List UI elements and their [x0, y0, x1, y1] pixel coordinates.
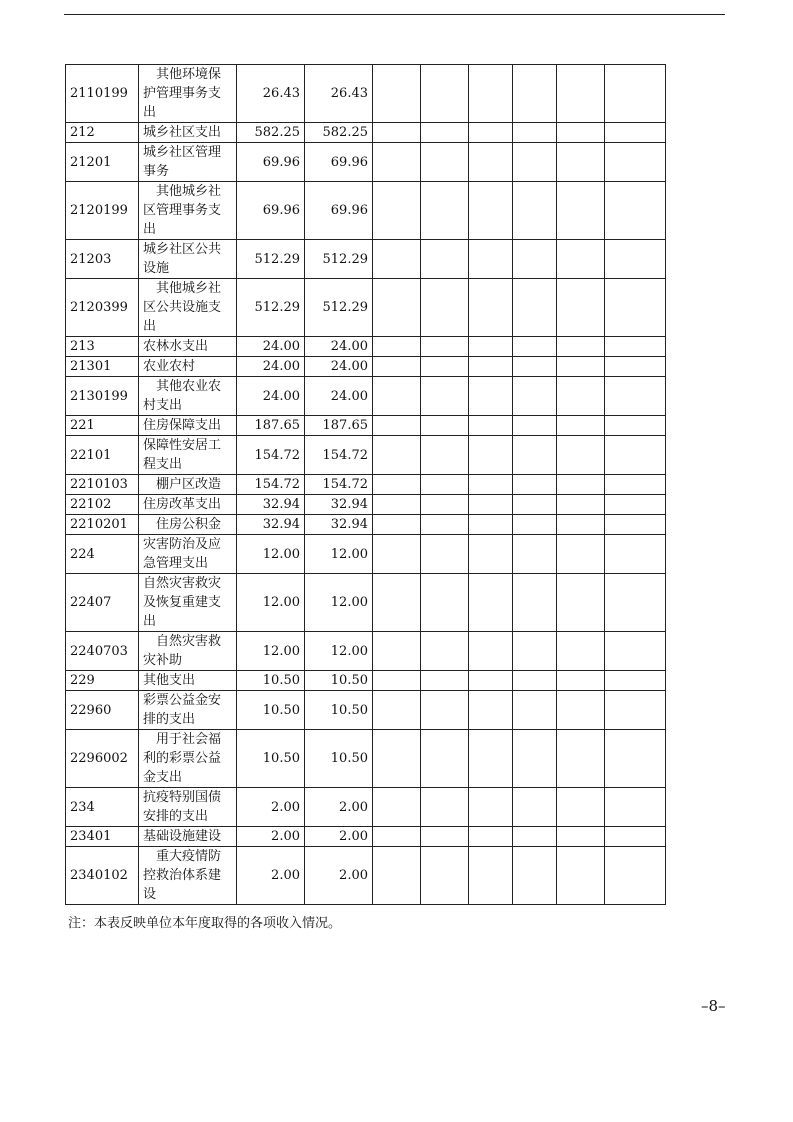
subject-code-cell: 2240703: [66, 632, 139, 671]
empty-cell: [605, 436, 666, 475]
empty-cell: [469, 730, 513, 788]
total-amount-cell: 69.96: [237, 182, 305, 240]
budget-amount-cell: 10.50: [305, 671, 373, 691]
empty-cell: [557, 475, 605, 495]
table-row: [66, 574, 666, 632]
empty-cell: [421, 691, 469, 730]
empty-cell: [513, 475, 557, 495]
subject-name-cell: 基础设施建设: [139, 827, 237, 847]
subject-name-cell: 保障性安居工程支出: [139, 436, 237, 475]
empty-cell: [557, 847, 605, 905]
subject-code-cell: 22102: [66, 495, 139, 515]
total-amount-cell: 154.72: [237, 475, 305, 495]
table-row: [66, 337, 666, 357]
budget-amount-cell: 69.96: [305, 182, 373, 240]
empty-cell: [373, 632, 421, 671]
subject-name-cell: 彩票公益金安排的支出: [139, 691, 237, 730]
empty-cell: [421, 240, 469, 279]
empty-cell: [513, 730, 557, 788]
total-amount-cell: 26.43: [237, 65, 305, 123]
budget-amount-cell: 69.96: [305, 143, 373, 182]
empty-cell: [513, 143, 557, 182]
table-row: [66, 847, 666, 905]
empty-cell: [513, 535, 557, 574]
empty-cell: [513, 847, 557, 905]
empty-cell: [469, 337, 513, 357]
empty-cell: [373, 691, 421, 730]
total-amount-cell: 24.00: [237, 377, 305, 416]
empty-cell: [421, 436, 469, 475]
total-amount-cell: 12.00: [237, 535, 305, 574]
budget-amount-cell: 12.00: [305, 574, 373, 632]
empty-cell: [469, 535, 513, 574]
subject-code-cell: 213: [66, 337, 139, 357]
table-row: [66, 143, 666, 182]
empty-cell: [513, 357, 557, 377]
empty-cell: [513, 123, 557, 143]
empty-cell: [373, 357, 421, 377]
empty-cell: [421, 515, 469, 535]
empty-cell: [513, 515, 557, 535]
empty-cell: [373, 847, 421, 905]
empty-cell: [469, 827, 513, 847]
budget-amount-cell: 10.50: [305, 691, 373, 730]
empty-cell: [557, 671, 605, 691]
empty-cell: [421, 123, 469, 143]
subject-code-cell: 22407: [66, 574, 139, 632]
subject-code-cell: 21203: [66, 240, 139, 279]
empty-cell: [469, 436, 513, 475]
budget-amount-cell: 582.25: [305, 123, 373, 143]
empty-cell: [373, 574, 421, 632]
empty-cell: [469, 847, 513, 905]
empty-cell: [513, 574, 557, 632]
table-row: [66, 535, 666, 574]
empty-cell: [469, 495, 513, 515]
subject-name-cell: 其他农业农村支出: [139, 377, 237, 416]
empty-cell: [557, 827, 605, 847]
table-row: [66, 788, 666, 827]
empty-cell: [421, 495, 469, 515]
table-row: [66, 691, 666, 730]
empty-cell: [421, 377, 469, 416]
budget-amount-cell: 24.00: [305, 377, 373, 416]
empty-cell: [605, 240, 666, 279]
budget-amount-cell: 2.00: [305, 827, 373, 847]
empty-cell: [421, 357, 469, 377]
empty-cell: [469, 691, 513, 730]
empty-cell: [421, 65, 469, 123]
empty-cell: [421, 143, 469, 182]
empty-cell: [421, 574, 469, 632]
subject-code-cell: 2340102: [66, 847, 139, 905]
empty-cell: [469, 632, 513, 671]
empty-cell: [373, 495, 421, 515]
budget-amount-cell: 512.29: [305, 240, 373, 279]
subject-code-cell: 2120399: [66, 279, 139, 337]
empty-cell: [469, 515, 513, 535]
empty-cell: [605, 495, 666, 515]
empty-cell: [557, 632, 605, 671]
total-amount-cell: 2.00: [237, 847, 305, 905]
empty-cell: [513, 279, 557, 337]
empty-cell: [469, 123, 513, 143]
empty-cell: [513, 691, 557, 730]
table-row: [66, 671, 666, 691]
empty-cell: [557, 377, 605, 416]
budget-amount-cell: 12.00: [305, 632, 373, 671]
total-amount-cell: 24.00: [237, 337, 305, 357]
empty-cell: [557, 337, 605, 357]
empty-cell: [421, 788, 469, 827]
budget-amount-cell: 10.50: [305, 730, 373, 788]
empty-cell: [373, 337, 421, 357]
empty-cell: [513, 416, 557, 436]
empty-cell: [373, 788, 421, 827]
empty-cell: [513, 827, 557, 847]
subject-name-cell: 棚户区改造: [139, 475, 237, 495]
empty-cell: [557, 574, 605, 632]
empty-cell: [421, 671, 469, 691]
empty-cell: [373, 182, 421, 240]
empty-cell: [513, 495, 557, 515]
empty-cell: [605, 143, 666, 182]
empty-cell: [373, 535, 421, 574]
subject-name-cell: 农林水支出: [139, 337, 237, 357]
total-amount-cell: 32.94: [237, 495, 305, 515]
empty-cell: [605, 632, 666, 671]
budget-amount-cell: 512.29: [305, 279, 373, 337]
empty-cell: [605, 65, 666, 123]
empty-cell: [469, 574, 513, 632]
subject-code-cell: 22960: [66, 691, 139, 730]
empty-cell: [557, 357, 605, 377]
total-amount-cell: 24.00: [237, 357, 305, 377]
total-amount-cell: 154.72: [237, 436, 305, 475]
empty-cell: [557, 143, 605, 182]
empty-cell: [421, 416, 469, 436]
table-row: [66, 515, 666, 535]
total-amount-cell: 69.96: [237, 143, 305, 182]
empty-cell: [605, 123, 666, 143]
empty-cell: [557, 436, 605, 475]
table-row: [66, 416, 666, 436]
empty-cell: [469, 240, 513, 279]
subject-code-cell: 21301: [66, 357, 139, 377]
empty-cell: [373, 436, 421, 475]
total-amount-cell: 2.00: [237, 827, 305, 847]
table-row: [66, 65, 666, 123]
empty-cell: [421, 475, 469, 495]
table-row: [66, 279, 666, 337]
empty-cell: [373, 377, 421, 416]
budget-amount-cell: 187.65: [305, 416, 373, 436]
empty-cell: [513, 671, 557, 691]
subject-name-cell: 其他城乡社区管理事务支出: [139, 182, 237, 240]
subject-name-cell: 城乡社区公共设施: [139, 240, 237, 279]
empty-cell: [557, 123, 605, 143]
table-row: [66, 730, 666, 788]
budget-amount-cell: 2.00: [305, 788, 373, 827]
budget-amount-cell: 2.00: [305, 847, 373, 905]
subject-name-cell: 自然灾害救灾补助: [139, 632, 237, 671]
subject-name-cell: 其他城乡社区公共设施支出: [139, 279, 237, 337]
empty-cell: [605, 475, 666, 495]
table-row: [66, 377, 666, 416]
budget-amount-cell: 12.00: [305, 535, 373, 574]
empty-cell: [605, 730, 666, 788]
subject-name-cell: 住房公积金: [139, 515, 237, 535]
empty-cell: [557, 182, 605, 240]
empty-cell: [421, 182, 469, 240]
empty-cell: [557, 240, 605, 279]
empty-cell: [605, 337, 666, 357]
subject-code-cell: 2110199: [66, 65, 139, 123]
empty-cell: [469, 788, 513, 827]
table-row: [66, 357, 666, 377]
empty-cell: [421, 730, 469, 788]
empty-cell: [605, 515, 666, 535]
empty-cell: [513, 65, 557, 123]
income-table: [65, 64, 666, 905]
empty-cell: [605, 671, 666, 691]
table-row: [66, 436, 666, 475]
empty-cell: [373, 143, 421, 182]
empty-cell: [469, 416, 513, 436]
empty-cell: [557, 65, 605, 123]
empty-cell: [605, 574, 666, 632]
empty-cell: [605, 416, 666, 436]
empty-cell: [373, 730, 421, 788]
empty-cell: [373, 65, 421, 123]
subject-code-cell: 2120199: [66, 182, 139, 240]
table-row: [66, 123, 666, 143]
empty-cell: [557, 515, 605, 535]
empty-cell: [421, 827, 469, 847]
subject-name-cell: 其他环境保护管理事务支出: [139, 65, 237, 123]
subject-name-cell: 城乡社区管理事务: [139, 143, 237, 182]
total-amount-cell: 582.25: [237, 123, 305, 143]
empty-cell: [421, 337, 469, 357]
empty-cell: [605, 827, 666, 847]
budget-amount-cell: 32.94: [305, 515, 373, 535]
subject-code-cell: 229: [66, 671, 139, 691]
empty-cell: [557, 691, 605, 730]
table-row: [66, 240, 666, 279]
total-amount-cell: 10.50: [237, 730, 305, 788]
empty-cell: [373, 240, 421, 279]
header-rule: [64, 14, 725, 15]
empty-cell: [557, 279, 605, 337]
empty-cell: [557, 495, 605, 515]
budget-amount-cell: 32.94: [305, 495, 373, 515]
subject-code-cell: 23401: [66, 827, 139, 847]
empty-cell: [605, 357, 666, 377]
total-amount-cell: 10.50: [237, 671, 305, 691]
empty-cell: [557, 730, 605, 788]
table-note: 注：本表反映单位本年度取得的各项收入情况。: [68, 916, 342, 931]
subject-name-cell: 农业农村: [139, 357, 237, 377]
empty-cell: [373, 827, 421, 847]
budget-amount-cell: 24.00: [305, 357, 373, 377]
budget-amount-cell: 154.72: [305, 436, 373, 475]
page-number: –8–: [701, 997, 726, 1015]
empty-cell: [469, 671, 513, 691]
empty-cell: [469, 182, 513, 240]
subject-code-cell: 221: [66, 416, 139, 436]
table-row: [66, 495, 666, 515]
table-row: [66, 827, 666, 847]
empty-cell: [513, 788, 557, 827]
empty-cell: [469, 475, 513, 495]
empty-cell: [513, 377, 557, 416]
table-body: [66, 65, 666, 905]
total-amount-cell: 2.00: [237, 788, 305, 827]
empty-cell: [469, 357, 513, 377]
subject-name-cell: 自然灾害救灾及恢复重建支出: [139, 574, 237, 632]
subject-name-cell: 重大疫情防控救治体系建设: [139, 847, 237, 905]
total-amount-cell: 512.29: [237, 279, 305, 337]
empty-cell: [605, 279, 666, 337]
empty-cell: [421, 632, 469, 671]
subject-name-cell: 住房保障支出: [139, 416, 237, 436]
subject-code-cell: 234: [66, 788, 139, 827]
budget-amount-cell: 24.00: [305, 337, 373, 357]
empty-cell: [513, 337, 557, 357]
budget-amount-cell: 154.72: [305, 475, 373, 495]
empty-cell: [557, 788, 605, 827]
empty-cell: [373, 123, 421, 143]
subject-code-cell: 2210103: [66, 475, 139, 495]
total-amount-cell: 32.94: [237, 515, 305, 535]
total-amount-cell: 12.00: [237, 574, 305, 632]
empty-cell: [373, 515, 421, 535]
subject-code-cell: 2296002: [66, 730, 139, 788]
table-row: [66, 632, 666, 671]
empty-cell: [557, 416, 605, 436]
empty-cell: [513, 240, 557, 279]
empty-cell: [469, 279, 513, 337]
empty-cell: [605, 182, 666, 240]
total-amount-cell: 512.29: [237, 240, 305, 279]
empty-cell: [469, 65, 513, 123]
subject-code-cell: 21201: [66, 143, 139, 182]
total-amount-cell: 187.65: [237, 416, 305, 436]
empty-cell: [421, 847, 469, 905]
empty-cell: [605, 691, 666, 730]
empty-cell: [373, 671, 421, 691]
empty-cell: [421, 279, 469, 337]
empty-cell: [557, 535, 605, 574]
empty-cell: [373, 475, 421, 495]
total-amount-cell: 10.50: [237, 691, 305, 730]
empty-cell: [605, 535, 666, 574]
empty-cell: [513, 436, 557, 475]
subject-code-cell: 2130199: [66, 377, 139, 416]
empty-cell: [605, 788, 666, 827]
budget-amount-cell: 26.43: [305, 65, 373, 123]
subject-code-cell: 22101: [66, 436, 139, 475]
empty-cell: [373, 279, 421, 337]
subject-name-cell: 用于社会福利的彩票公益金支出: [139, 730, 237, 788]
empty-cell: [469, 377, 513, 416]
subject-name-cell: 城乡社区支出: [139, 123, 237, 143]
empty-cell: [469, 143, 513, 182]
empty-cell: [421, 535, 469, 574]
subject-name-cell: 住房改革支出: [139, 495, 237, 515]
table-row: [66, 182, 666, 240]
empty-cell: [605, 377, 666, 416]
subject-name-cell: 灾害防治及应急管理支出: [139, 535, 237, 574]
table-row: [66, 475, 666, 495]
subject-code-cell: 2210201: [66, 515, 139, 535]
empty-cell: [605, 847, 666, 905]
total-amount-cell: 12.00: [237, 632, 305, 671]
empty-cell: [513, 632, 557, 671]
empty-cell: [513, 182, 557, 240]
subject-name-cell: 其他支出: [139, 671, 237, 691]
subject-name-cell: 抗疫特别国债安排的支出: [139, 788, 237, 827]
subject-code-cell: 212: [66, 123, 139, 143]
subject-code-cell: 224: [66, 535, 139, 574]
empty-cell: [373, 416, 421, 436]
